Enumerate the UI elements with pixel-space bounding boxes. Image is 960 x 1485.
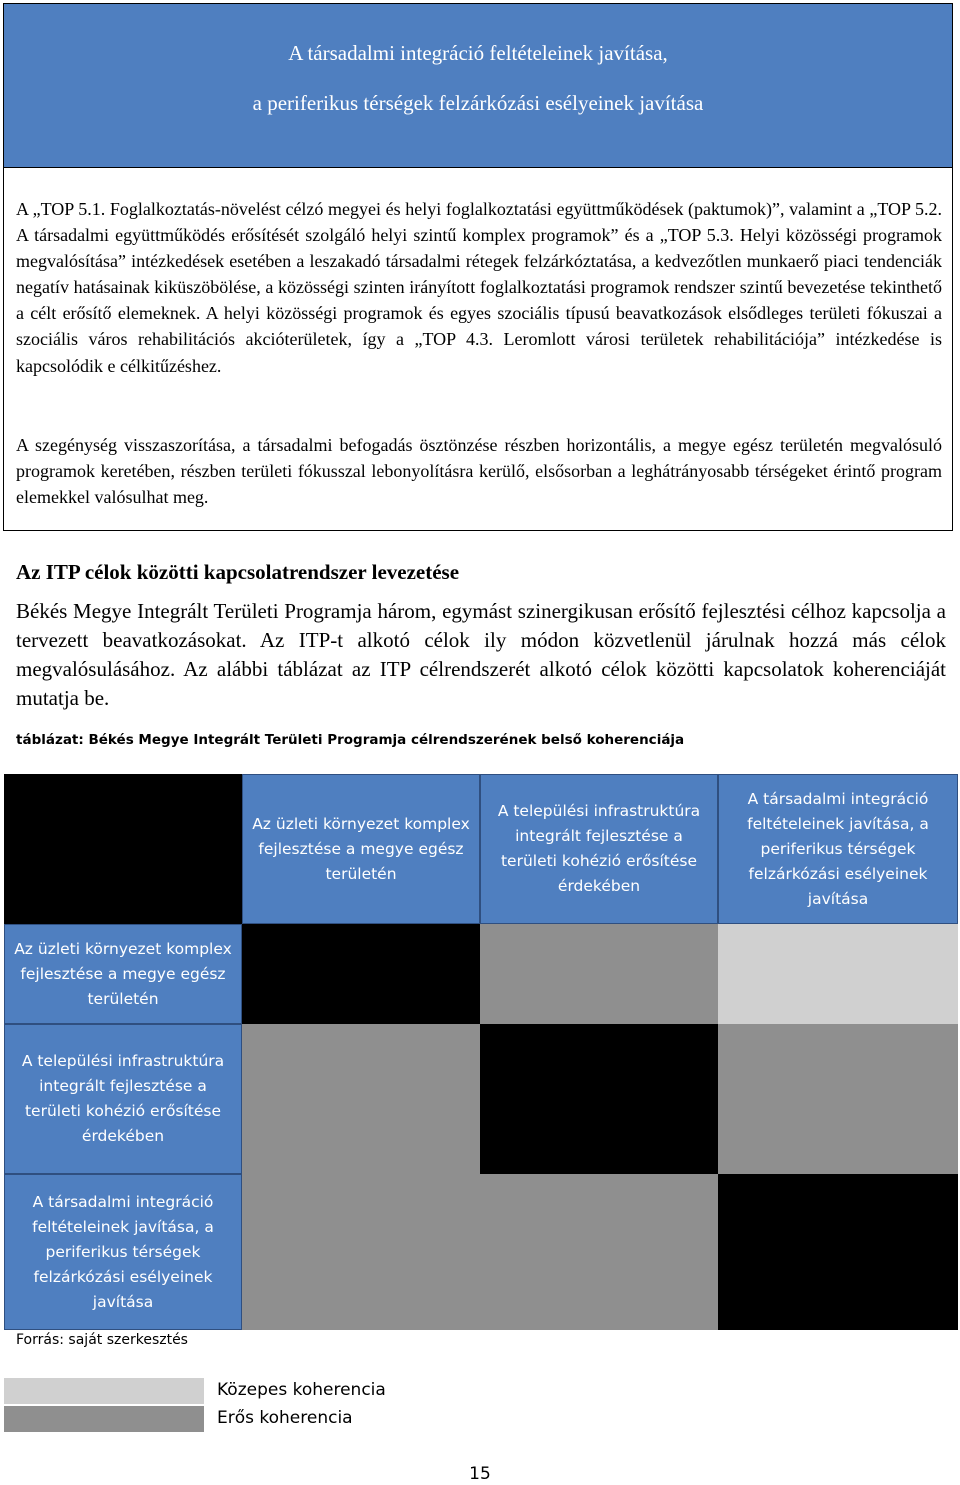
goal-description-box [3, 3, 953, 531]
row-header-social [4, 1174, 242, 1330]
goal-title-line-2: a periferikus térségek felzárkózási esélyeinek javítása [252, 91, 704, 115]
column-header-business-label: Az üzleti környezet komplex fejlesztése a megye egész területén [252, 814, 470, 883]
matrix-cell-strong [242, 1024, 480, 1174]
legend-label-strong: Erős koherencia [217, 1408, 353, 1428]
page-number: 15 [469, 1464, 491, 1484]
row-header-business-label: Az üzleti környezet komplex fejlesztése a megye egész területén [14, 939, 232, 1008]
table-caption: táblázat: Békés Megye Integrált Területi Programja célrendszerének belső koherenciája [16, 732, 685, 748]
column-header-infrastructure [480, 774, 718, 924]
legend-swatch-medium [4, 1378, 204, 1404]
column-header-infrastructure-label: A települési infrastruktúra integrált fejlesztése a területi kohézió erősítése érdekében [497, 802, 701, 895]
section-heading: Az ITP célok közötti kapcsolatrendszer levezetése [16, 560, 460, 584]
matrix-corner-cell [4, 774, 242, 924]
matrix-cell-strong [718, 1024, 958, 1174]
table-source: Forrás: saját szerkesztés [16, 1332, 188, 1348]
legend-swatch-strong [4, 1406, 204, 1432]
matrix-cell-strong [480, 924, 718, 1024]
matrix-cell-self [480, 1024, 718, 1174]
legend-label-medium: Közepes koherencia [217, 1380, 386, 1400]
goal-paragraph-2: A szegénység visszaszorítása, a társadalmi befogadás ösztönzése részben horizontális, a megye egész területén megvalósuló programok keretében, részben területi fókusszal lebonyolításra kerülő, elsősorban a leghátrányosabb térségeket érintő program elemekkel valósulhat meg. [16, 435, 942, 508]
row-header-infrastructure-label: A települési infrastruktúra integrált fejlesztése a területi kohézió erősítése érdekében [21, 1052, 225, 1145]
row-header-business [4, 924, 242, 1024]
column-header-social-label: A társadalmi integráció feltételeinek javítása, a periferikus térségek felzárkózási esélyeinek javítása [747, 789, 929, 908]
column-header-business [242, 774, 480, 924]
goal-paragraph-1: A „TOP 5.1. Foglalkoztatás-növelést célzó megyei és helyi foglalkoztatási együttműködések (paktumok)”, valamint a „TOP 5.2. A társadalmi együttműködés erősítését szolgáló helyi szintű komplex programok” és a „TOP 5.3. Helyi közösségi programok megvalósítása” intézkedések esetében a leszakadó társadalmi rétegek felzárkóztatása, a kedvezőtlen munkaerő piaci tendenciák negatív hatásainak kiküszöbölése, a közösségi szinten irányított foglalkoztatási programok rendszer szintű bevezetése tekinthető a célt erősítő elemeknek. A helyi közösségi programok és egyes szociális típusú beavatkozások elsődleges területi fókuszai a szociális város rehabilitációs akcióterületek, így a „TOP 4.3. Leromlott városi területek rehabilitációja” intézkedése is kapcsolódik e célkitűzéshez. [16, 199, 942, 376]
matrix-cell-medium [718, 924, 958, 1024]
goal-title-banner [4, 4, 952, 168]
matrix-cell-strong [242, 1174, 480, 1330]
matrix-cell-self [242, 924, 480, 1024]
section-paragraph: Békés Megye Integrált Területi Programja három, egymást szinergikusan erősítő fejlesztési célhoz kapcsolja a tervezett beavatkozásokat. Az ITP-t alkotó célok ily módon közvetlenül járulnak hozzá más célok megvalósulásához. Az alábbi táblázat az ITP célrendszerét alkotó célok közötti kapcsolatok koherenciáját mutatja be. [16, 599, 946, 710]
row-header-social-label: A társadalmi integráció feltételeinek javítása, a periferikus térségek felzárkózási esélyeinek javítása [32, 1192, 214, 1311]
matrix-cell-strong [480, 1174, 718, 1330]
column-header-social [718, 774, 958, 924]
goal-title-line-1: A társadalmi integráció feltételeinek javítása, [288, 41, 668, 65]
row-header-infrastructure [4, 1024, 242, 1174]
matrix-cell-self [718, 1174, 958, 1330]
